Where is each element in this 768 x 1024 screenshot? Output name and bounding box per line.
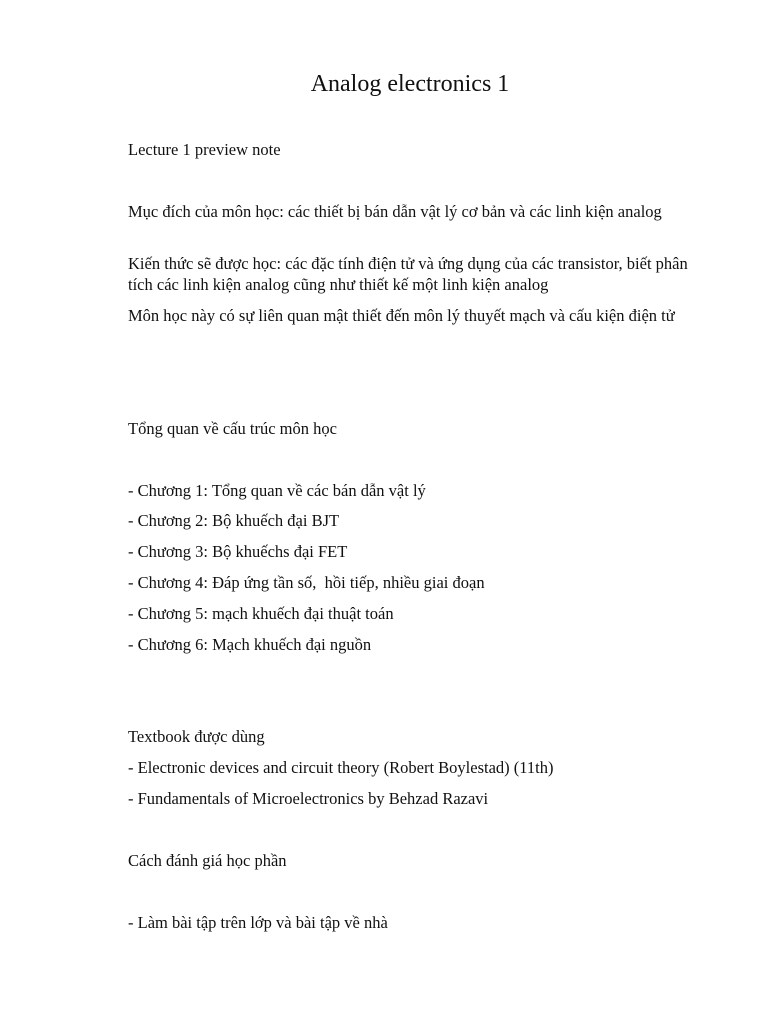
textbook-heading: Textbook được dùng xyxy=(128,727,265,746)
intro-paragraph-purpose: Mục đích của môn học: các thiết bị bán dẫn vật lý cơ bản và các linh kiện analog xyxy=(128,202,662,221)
chapter-item: - Chương 1: Tổng quan về các bán dẫn vật lý xyxy=(128,481,426,500)
chapter-item: - Chương 5: mạch khuếch đại thuật toán xyxy=(128,604,394,623)
chapter-item: - Chương 6: Mạch khuếch đại nguồn xyxy=(128,635,372,654)
lecture-subtitle: Lecture 1 preview note xyxy=(128,140,281,159)
assessment-heading: Cách đánh giá học phần xyxy=(128,851,287,870)
document-title: Analog electronics 1 xyxy=(310,71,510,97)
structure-heading: Tổng quan về cấu trúc môn học xyxy=(128,419,337,438)
textbook-item: - Fundamentals of Microelectronics by Behzad Razavi xyxy=(128,789,489,808)
intro-paragraph-knowledge: Kiến thức sẽ được học: các đặc tính điện tử và ứng dụng của các transistor, biết phân tích các linh kiện analog cũng như thiết kế một linh kiện analog xyxy=(128,254,688,294)
chapter-item: - Chương 3: Bộ khuếchs đại FET xyxy=(128,542,348,561)
assessment-item: - Làm bài tập trên lớp và bài tập về nhà xyxy=(128,913,388,932)
chapter-item: - Chương 2: Bộ khuếch đại BJT xyxy=(128,511,340,530)
intro-paragraph-relation: Môn học này có sự liên quan mật thiết đến môn lý thuyết mạch và cấu kiện điện tử xyxy=(128,306,675,325)
chapter-item: - Chương 4: Đáp ứng tần số, hồi tiếp, nhiều giai đoạn xyxy=(128,573,485,592)
textbook-item: - Electronic devices and circuit theory (Robert Boylestad) (11th) xyxy=(128,758,554,777)
